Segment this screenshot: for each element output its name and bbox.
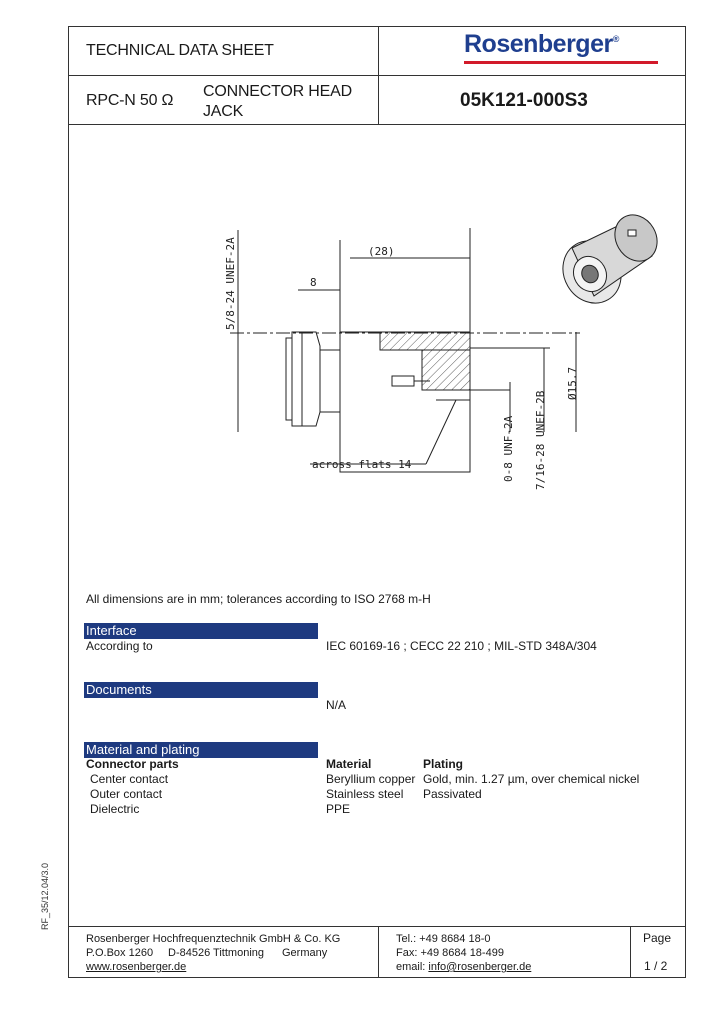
section-header-documents: Documents: [84, 682, 318, 698]
leader-across-flats: [426, 400, 456, 464]
footer-tel: Tel.: +49 8684 18-0: [396, 933, 491, 945]
header-divider-2: [68, 124, 686, 125]
part-number: 05K121-000S3: [460, 90, 588, 111]
front-ring: [292, 332, 302, 426]
footer-email-row: [396, 960, 531, 974]
part-outer-contact: Outer contact: [90, 787, 163, 801]
product-name: [203, 82, 352, 122]
revision-code: RF_35/12.04/3.0: [40, 862, 50, 930]
front-chamfer: [302, 332, 320, 426]
thread-top-label: 5/8-24 UNEF-2A: [224, 237, 237, 330]
section-header-interface: Interface: [84, 623, 318, 639]
front-flange: [286, 338, 292, 420]
column-header-material: Material: [326, 757, 372, 771]
across-flats-label: across flats 14: [312, 458, 412, 471]
page-number: 1 / 2: [644, 959, 668, 973]
dim-depth-label: 8: [310, 276, 317, 289]
footer-po-box: P.O.Box 1260: [86, 947, 154, 959]
product-name-line1: CONNECTOR HEAD: [203, 83, 352, 100]
interface-label: According to: [86, 639, 153, 653]
brand-name: Rosenberger: [464, 30, 613, 58]
part-center-contact: Center contact: [90, 772, 169, 786]
footer-divider-v2: [630, 926, 631, 978]
footer-website-link[interactable]: www.rosenberger.de: [86, 961, 187, 973]
footer-divider: [68, 926, 686, 927]
product-name-line2: JACK: [203, 103, 244, 120]
material-outer-contact: Stainless steel: [326, 787, 404, 801]
thread-rear-label: 7/16-28 UNEF-2B: [534, 390, 547, 490]
tolerance-note: All dimensions are in mm; tolerances according to ISO 2768 m-H: [86, 592, 431, 606]
section-hatch: [380, 332, 470, 350]
column-header-plating: Plating: [423, 757, 464, 771]
footer-fax: Fax: +49 8684 18-499: [396, 947, 504, 959]
center-contact: [392, 376, 414, 386]
doc-title: TECHNICAL DATA SHEET: [86, 42, 274, 59]
footer-country: Germany: [282, 947, 328, 959]
connector-3d-view: [552, 207, 666, 313]
plating-outer-contact: Passivated: [423, 787, 482, 801]
footer-email-link[interactable]: info@rosenberger.de: [428, 961, 532, 973]
interface-value: IEC 60169-16 ; CECC 22 210 ; MIL-STD 348A/304: [326, 639, 597, 653]
documents-value: N/A: [326, 698, 347, 712]
technical-drawing: [200, 200, 680, 490]
section-hatch-inner: [422, 350, 470, 390]
page-label: Page: [643, 931, 672, 945]
diameter-label: Ø15.7: [566, 366, 579, 400]
section-header-material: Material and plating: [84, 742, 318, 758]
brand-registered-mark: ®: [612, 34, 619, 44]
part-dielectric: Dielectric: [90, 802, 140, 816]
series-label: RPC-N 50 Ω: [86, 92, 174, 109]
header-vertical-divider: [378, 26, 379, 124]
material-center-contact: Beryllium copper: [326, 772, 416, 786]
footer-email-label: email:: [396, 961, 426, 973]
material-dielectric: PPE: [326, 802, 351, 816]
page-frame: [68, 26, 686, 978]
brand-logo: [464, 30, 619, 59]
footer-company: Rosenberger Hochfrequenztechnik GmbH & Co. KG: [86, 933, 341, 945]
footer-city: D-84526 Tittmoning: [168, 947, 264, 959]
dim-length-label: (28): [368, 245, 395, 258]
thread-small-label: 0-8 UNF-2A: [502, 415, 515, 482]
footer-divider-v1: [378, 926, 379, 978]
header-divider-1: [68, 75, 686, 76]
column-header-parts: Connector parts: [86, 757, 179, 771]
brand-logo-underline: [464, 61, 658, 64]
plating-center-contact: Gold, min. 1.27 µm, over chemical nickel: [423, 772, 640, 786]
